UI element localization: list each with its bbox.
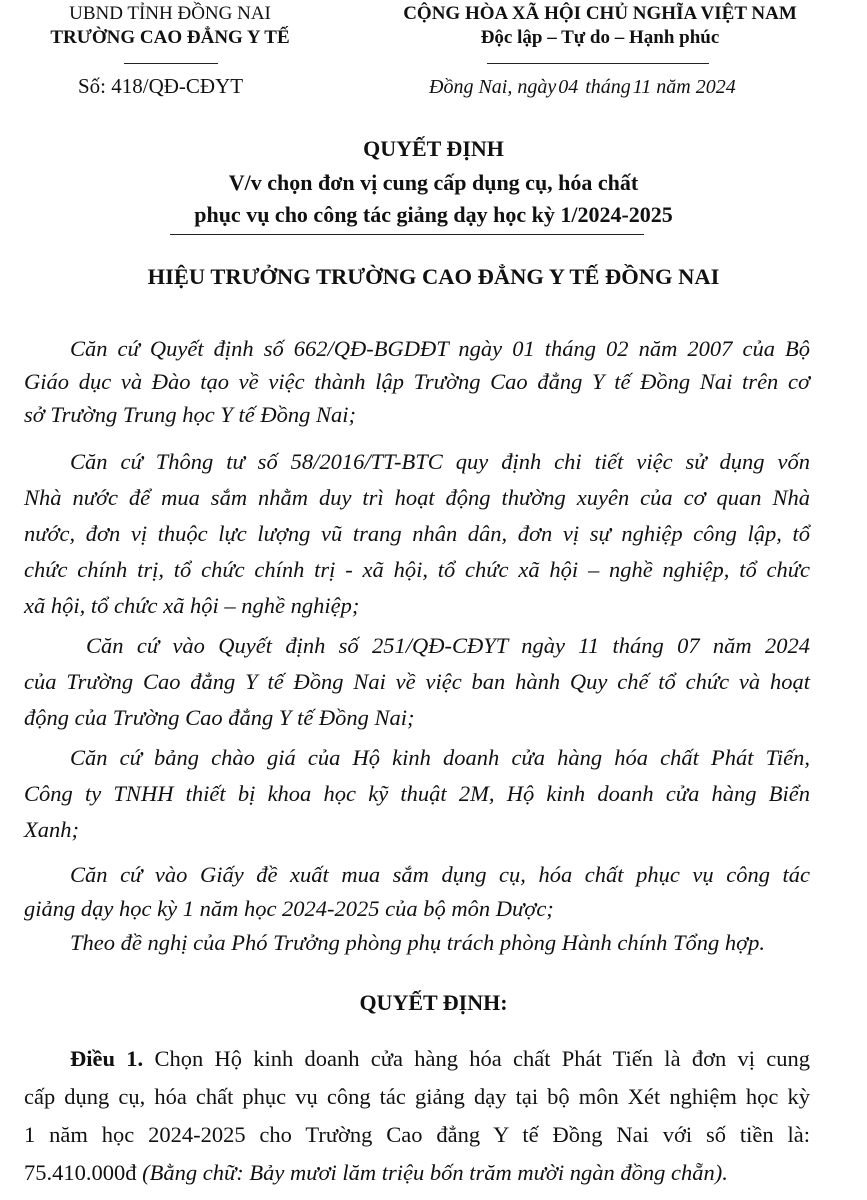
right-header-rule bbox=[487, 63, 709, 64]
day: 04 bbox=[558, 76, 579, 98]
parent-org: UBND TỈNH ĐỒNG NAI bbox=[69, 3, 271, 24]
article-1: Điều 1. Chọn Hộ kinh doanh cửa hàng hóa chất Phát Tiến là đơn vị cung cấp dụng cụ, hóa chất phục vụ công tác giảng dạy tại bộ môn Xét nghiệm học kỳ 1 năm học 2024-2025 cho Trường Cao đẳng Y tế Đồng Nai với số tiền là: 75.410.000đ (Bằng chữ: Bảy mươi lăm triệu bốn trăm mười ngàn đồng chẵn). bbox=[24, 1046, 811, 1185]
motto: Độc lập – Tự do – Hạnh phúc bbox=[480, 27, 720, 48]
decision-heading: QUYẾT ĐỊNH: bbox=[359, 990, 508, 1015]
legal-basis-4: Căn cứ bảng chào giá của Hộ kinh doanh cửa hàng hóa chất Phát Tiến, Công ty TNHH thiết bị khoa học kỹ thuật 2M, Hộ kinh doanh cửa hàng Biển Xanh; bbox=[24, 745, 810, 842]
legal-basis-2: Căn cứ Thông tư số 58/2016/TT-BTC quy định chi tiết việc sử dụng vốn Nhà nước để mua sắm nhằm duy trì hoạt động thường xuyên của cơ quan Nhà nước, đơn vị thuộc lực lượng vũ trang nhân dân, đơn vị sự nghiệp công lập, tổ chức chính trị, tổ chức chính trị - xã hội, tổ chức xã hội – nghề nghiệp, tổ chức xã hội, tổ chức xã hội – nghề nghiệp; bbox=[24, 449, 810, 618]
legal-basis-5: Căn cứ vào Giấy đề xuất mua sắm dụng cụ, hóa chất phục vụ công tác giảng dạy học kỳ 1 năm học 2024-2025 của bộ môn Dược; Theo đề nghị của Phó Trưởng phòng phụ trách phòng Hành chính Tổng hợp. bbox=[24, 862, 810, 955]
title-rule bbox=[170, 234, 644, 235]
org-name: TRƯỜNG CAO ĐẲNG Y TẾ bbox=[50, 27, 290, 48]
national-title-block bbox=[345, 2, 855, 50]
authority-heading: HIỆU TRƯỞNG TRƯỜNG CAO ĐẲNG Y TẾ ĐỒNG NAI bbox=[147, 264, 720, 289]
subject-line-2: phục vụ cho công tác giảng dạy học kỳ 1/2024-2025 bbox=[194, 202, 673, 227]
issuing-authority-block bbox=[0, 2, 340, 50]
document-number: Số: 418/QĐ-CĐYT bbox=[78, 74, 244, 98]
amount-in-words: (Bằng chữ: Bảy mươi lăm triệu bốn trăm mười ngàn đồng chẵn). bbox=[142, 1160, 728, 1185]
month: 11 bbox=[632, 76, 652, 98]
left-header-rule bbox=[124, 63, 218, 64]
legal-basis-1: Căn cứ Quyết định số 662/QĐ-BGDĐT ngày 01 tháng 02 năm 2007 của Bộ Giáo dục và Đào tạo về việc thành lập Trường Cao đẳng Y tế Đồng Nai trên cơ sở Trường Trung học Y tế Đồng Nai; bbox=[24, 336, 810, 427]
amount: 75.410.000đ bbox=[24, 1160, 137, 1185]
subject-line-1: V/v chọn đơn vị cung cấp dụng cụ, hóa chất bbox=[228, 170, 639, 195]
place-date: Đồng Nai, ngày 04 tháng 11 năm 2024 bbox=[429, 76, 736, 98]
legal-basis-3: Căn cứ vào Quyết định số 251/QĐ-CĐYT ngày 11 tháng 07 năm 2024 của Trường Cao đẳng Y tế Đồng Nai về việc ban hành Quy chế tổ chức và hoạt động của Trường Cao đẳng Y tế Đồng Nai; bbox=[24, 633, 810, 730]
country-name: CỘNG HÒA XÃ HỘI CHỦ NGHĨA VIỆT NAM bbox=[403, 3, 797, 24]
article-1-label: Điều 1. bbox=[70, 1046, 144, 1071]
document-title: QUYẾT ĐỊNH bbox=[363, 136, 504, 161]
